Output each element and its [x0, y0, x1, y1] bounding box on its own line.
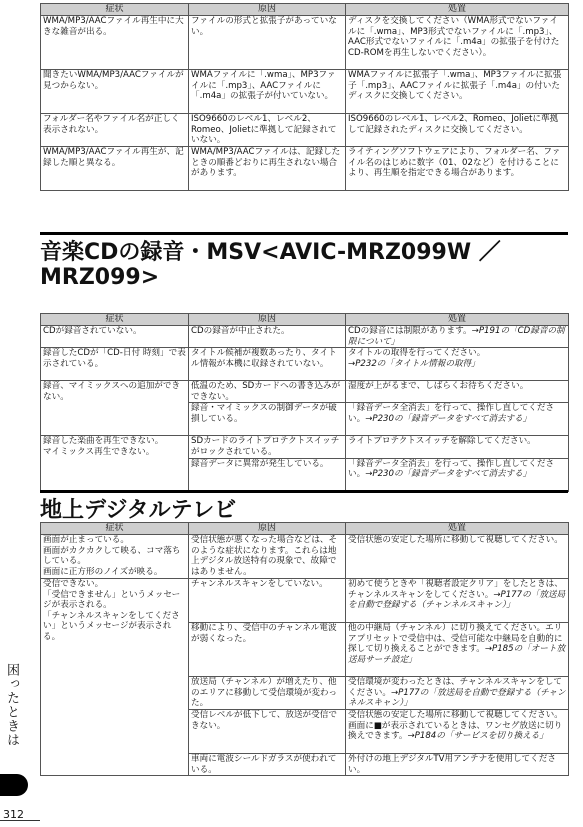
page-reference: →P230の「録音データをすべて消去する」 [365, 413, 532, 424]
remedy-text: CDの録音には制限があります。 [348, 326, 472, 336]
cause-cell: ファイルの形式と拡張子があっていない。 [189, 16, 346, 70]
table-row [41, 348, 569, 381]
cause-cell: WMAファイルに「.wma」、MP3ファイルに「.mp3」、AACファイルに「.m4a」の拡張子が付いていない。 [189, 70, 346, 114]
table-header-row [41, 523, 569, 535]
heading-line-1: 音楽CDの録音・MSV<AVIC-MRZ099W ／ [40, 240, 501, 265]
table-row [41, 16, 569, 70]
header-remedy: 処置 [346, 523, 569, 535]
table-header-row [41, 4, 569, 16]
header-cause: 原因 [189, 523, 346, 535]
remedy-cell [346, 677, 569, 710]
remedy-text: タイトルの取得を行ってください。 [348, 348, 486, 359]
header-remedy: 処置 [346, 314, 569, 326]
remedy-cell [346, 403, 569, 436]
symptom-cell: CDが録音されていない。 [41, 326, 189, 348]
remedy-cell: 外付けの地上デジタルTV用アンテナを使用してください。 [346, 754, 569, 776]
table-row [41, 147, 569, 191]
heading-line-2: MRZ099> [40, 265, 160, 290]
section-heading-cd-recording [40, 232, 568, 290]
symptom-cell: 録音した楽曲を再生できない。 マイミックス再生できない。 [41, 436, 189, 491]
remedy-text: 受信環境が変わったときは、チャンネルスキャンをしてください。 [348, 677, 562, 698]
side-chapter-label: 困ったときは [4, 663, 19, 747]
page-reference: →P232の「タイトル情報の取得」 [348, 358, 480, 369]
cause-cell: 録音・マイミックスの制御データが破損している。 [189, 403, 346, 436]
footer-rule [0, 820, 40, 821]
symptom-cell: 録音、マイミックスへの追加ができない。 [41, 381, 189, 436]
table-row [41, 381, 569, 403]
remedy-cell: ライトプロテクトスイッチを解除してください。 [346, 436, 569, 458]
remedy-text: 受信状態の安定した場所に移動して視聴してください。画面に■が表示されているときは、ワンセグ放送に切り換えできます。 [348, 710, 563, 742]
remedy-cell: ディスクを交換してください（WMA形式でないファイルに「.wma」、MP3形式でないファイルに「.mp3」、AAC形式でないファイルに「.m4a」の拡張子を付けたCD-ROMを再生しないでください）。 [346, 16, 569, 70]
remedy-cell: ISO9660のレベル1、レベル2、Romeo、Jolietに準拠して記録されたディスクに交換してください。 [346, 114, 569, 147]
symptom-cell: 録音したCDが「CD-日付 時刻」で表示されている。 [41, 348, 189, 381]
remedy-cell: 湿度が上がるまで、しばらくお待ちください。 [346, 381, 569, 403]
symptom-cell: フォルダー名やファイル名が正しく表示されない。 [41, 114, 189, 147]
header-cause: 原因 [189, 314, 346, 326]
remedy-cell [346, 348, 569, 381]
remedy-text: 初めて使うときや「視聴者設定クリア」をしたときは、チャンネルスキャンをしてください。 [348, 579, 563, 600]
cause-cell: CDの録音が中止された。 [189, 326, 346, 348]
cause-cell: 録音データに異常が発生している。 [189, 458, 346, 491]
table-row [41, 114, 569, 147]
table-digital-tv [40, 522, 569, 776]
chapter-tab-marker [0, 774, 28, 796]
symptom-cell: 聞きたいWMA/MP3/AACファイルが見つからない。 [41, 70, 189, 114]
cause-cell: 受信レベルが低下して、放送が受信できない。 [189, 710, 346, 754]
table-header-row [41, 314, 569, 326]
remedy-cell [346, 710, 569, 754]
table-row [41, 579, 569, 623]
table-row [41, 535, 569, 579]
remedy-cell [346, 579, 569, 623]
page-reference: →P177の「放送局を自動で登録する（チャンネルスキャン）」 [348, 687, 566, 709]
cause-cell: SDカードのライトプロテクトスイッチがロックされている。 [189, 436, 346, 458]
remedy-cell [346, 623, 569, 677]
cause-cell: 低温のため、SDカードへの書き込みができない。 [189, 381, 346, 403]
remedy-cell [346, 326, 569, 348]
cause-cell: タイトル候補が複数あったり、タイトル情報が本機に収録されていない。 [189, 348, 346, 381]
header-symptom: 症状 [41, 523, 189, 535]
page-reference: →P184の「サービスを切り換える」 [407, 731, 548, 742]
cause-cell: WMA/MP3/AACファイルは、記録したときの順番どおりに再生されない場合があります。 [189, 147, 346, 191]
table-row [41, 436, 569, 458]
page-reference: →P191の「CD録音の制限について」 [348, 326, 565, 347]
remedy-cell: ライティングソフトウェアにより、フォルダー名、ファイル名のはじめに数字（01、02など）を付けることにより、再生順を指定できる場合があります。 [346, 147, 569, 191]
symptom-cell: WMA/MP3/AACファイル再生中に大きな雑音が出る。 [41, 16, 189, 70]
heading-title: 地上デジタルテレビ [40, 498, 237, 523]
table-media-files [40, 3, 569, 191]
remedy-cell: WMAファイルに拡張子「.wma」、MP3ファイルに拡張子「.mp3」、AACファイルに拡張子「.m4a」の付いたディスクに交換してください。 [346, 70, 569, 114]
remedy-cell [346, 458, 569, 491]
remedy-text: 「録音データ全消去」を行って、操作し直してください。 [348, 458, 555, 480]
cause-cell: 移動により、受信中のチャンネル電波が弱くなった。 [189, 623, 346, 677]
page-reference: →P185の「オート放送局サーチ設定」 [348, 644, 566, 665]
table-cd-recording [40, 313, 569, 492]
symptom-cell: WMA/MP3/AACファイル再生が、記録した順と異なる。 [41, 147, 189, 191]
header-symptom: 症状 [41, 4, 189, 16]
header-symptom: 症状 [41, 314, 189, 326]
page-number: 312 [3, 808, 24, 821]
cause-cell: 放送局（チャンネル）が増えたり、他のエリアに移動して受信環境が変わった。 [189, 677, 346, 710]
section-heading-digital-tv [40, 490, 568, 523]
remedy-text: 他の中継局（チャンネル）に切り換えてください。エリアプリセットで受信中は、受信可能な中継局を自動的に探して切り換えることができます。 [348, 623, 563, 655]
symptom-cell: 受信できない。 「受信できません」というメッセージが表示される。 「チャンネルスキャンをしてください」というメッセージが表示される。 [41, 579, 189, 776]
header-remedy: 処置 [346, 4, 569, 16]
cause-cell: 受信状態が悪くなった場合などは、そのような症状になります。これらは地上デジタル放送特有の現象で、故障ではありません。 [189, 535, 346, 579]
cause-cell: ISO9660のレベル1、レベル2、Romeo、Jolietに準拠して記録されていない。 [189, 114, 346, 147]
table-row [41, 326, 569, 348]
page-reference: →P177の「放送局を自動で登録する（チャンネルスキャン）」 [348, 589, 566, 611]
symptom-cell: 画面が止まっている。 画面がカクカクして映る、コマ落ちしている。 画面に正方形のノイズが映る。 [41, 535, 189, 579]
page-reference: →P230の「録音データをすべて消去する」 [365, 469, 532, 480]
remedy-text: 「録音データ全消去」を行って、操作し直してください。 [348, 403, 555, 424]
cause-cell: 車両に電波シールドガラスが使われている。 [189, 754, 346, 776]
cause-cell: チャンネルスキャンをしていない。 [189, 579, 346, 623]
remedy-cell: 受信状態の安定した場所に移動して視聴してください。 [346, 535, 569, 579]
table-row [41, 70, 569, 114]
header-cause: 原因 [189, 4, 346, 16]
